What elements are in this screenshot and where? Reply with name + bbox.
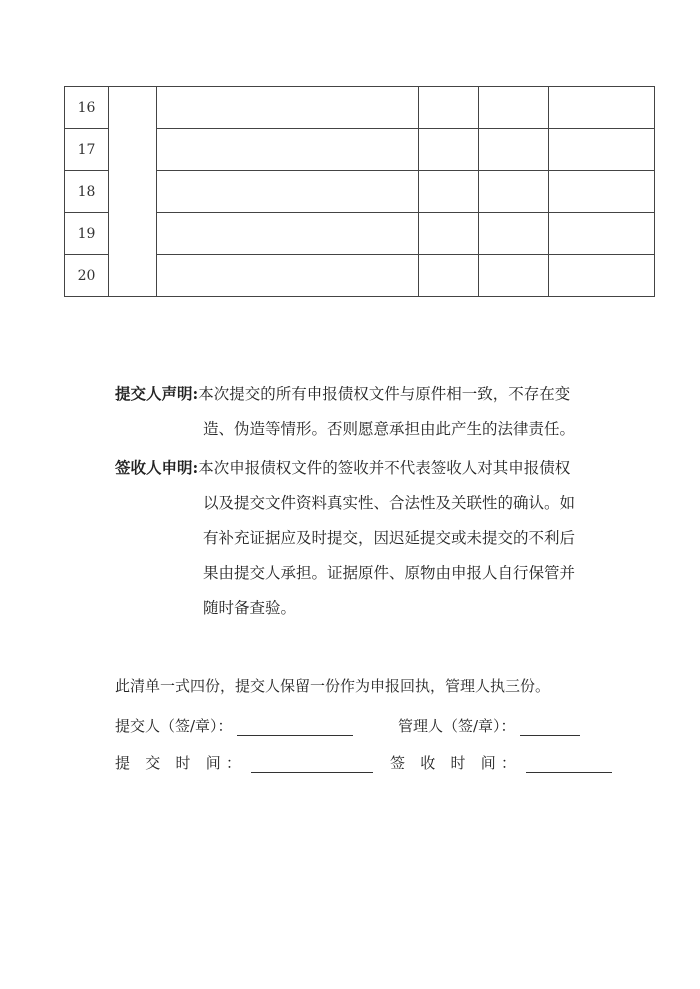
empty-cell [419,171,479,213]
empty-cell [157,171,419,213]
submitter-signature-label: 提交人（签/章）： [115,717,233,735]
table-row [65,171,655,213]
receive-time-line[interactable] [526,756,612,773]
empty-cell [479,87,549,129]
empty-cell [419,87,479,129]
empty-cell [157,129,419,171]
row-number: 17 [65,129,109,171]
table-row [65,129,655,171]
copies-note: 此清单一式四份，提交人保留一份作为申报回执，管理人执三份。 [115,677,551,695]
submit-time [115,752,373,773]
empty-cell [419,213,479,255]
table-row [65,87,655,129]
empty-cell [479,213,549,255]
empty-cell [479,171,549,213]
table-row [65,255,655,297]
submitter-declaration-text-1: 本次提交的所有申报债权文件与原件相一致，不存在变 [198,385,571,403]
row-number: 19 [65,213,109,255]
submit-time-line[interactable] [251,756,373,773]
empty-cell [157,255,419,297]
empty-cell [419,129,479,171]
empty-cell [109,213,157,255]
receiver-declaration-label: 签收人申明: [115,458,199,477]
manager-signature [398,715,580,736]
receiver-declaration [115,450,615,626]
submitter-signature [115,715,353,736]
empty-cell [479,129,549,171]
empty-cell [549,213,655,255]
empty-cell [157,87,419,129]
row-number: 16 [65,87,109,129]
empty-cell [419,255,479,297]
receive-time [390,752,612,773]
receive-time-label: 签 收 时 间： [390,754,522,772]
submitter-declaration-label: 提交人声明: [115,384,199,403]
table-row [65,213,655,255]
row-number: 20 [65,255,109,297]
receiver-declaration-text-5: 随时备查验。 [203,599,297,617]
empty-cell [549,171,655,213]
empty-cell [109,171,157,213]
manager-signature-label: 管理人（签/章）： [398,717,516,735]
manager-signature-line[interactable] [520,719,580,736]
receiver-declaration-text-4: 果由提交人承担。证据原件、原物由申报人自行保管并 [203,564,576,582]
empty-cell [157,213,419,255]
empty-cell [479,255,549,297]
receiver-declaration-text-2: 以及提交文件资料真实性、合法性及关联性的确认。如 [203,494,576,512]
empty-cell [549,255,655,297]
empty-cell [109,255,157,297]
claims-table-fragment [64,86,655,297]
empty-cell [549,87,655,129]
submitter-signature-line[interactable] [237,719,353,736]
empty-cell [549,129,655,171]
receiver-declaration-text-3: 有补充证据应及时提交，因迟延提交或未提交的不利后 [203,529,576,547]
empty-cell [109,87,157,129]
empty-cell [109,129,157,171]
receiver-declaration-text-1: 本次申报债权文件的签收并不代表签收人对其申报债权 [198,459,571,477]
submitter-declaration [115,376,615,447]
row-number: 18 [65,171,109,213]
claims-table [64,86,655,297]
submit-time-label: 提 交 时 间： [115,754,247,772]
submitter-declaration-text-2: 造、伪造等情形。否则愿意承担由此产生的法律责任。 [203,420,576,438]
